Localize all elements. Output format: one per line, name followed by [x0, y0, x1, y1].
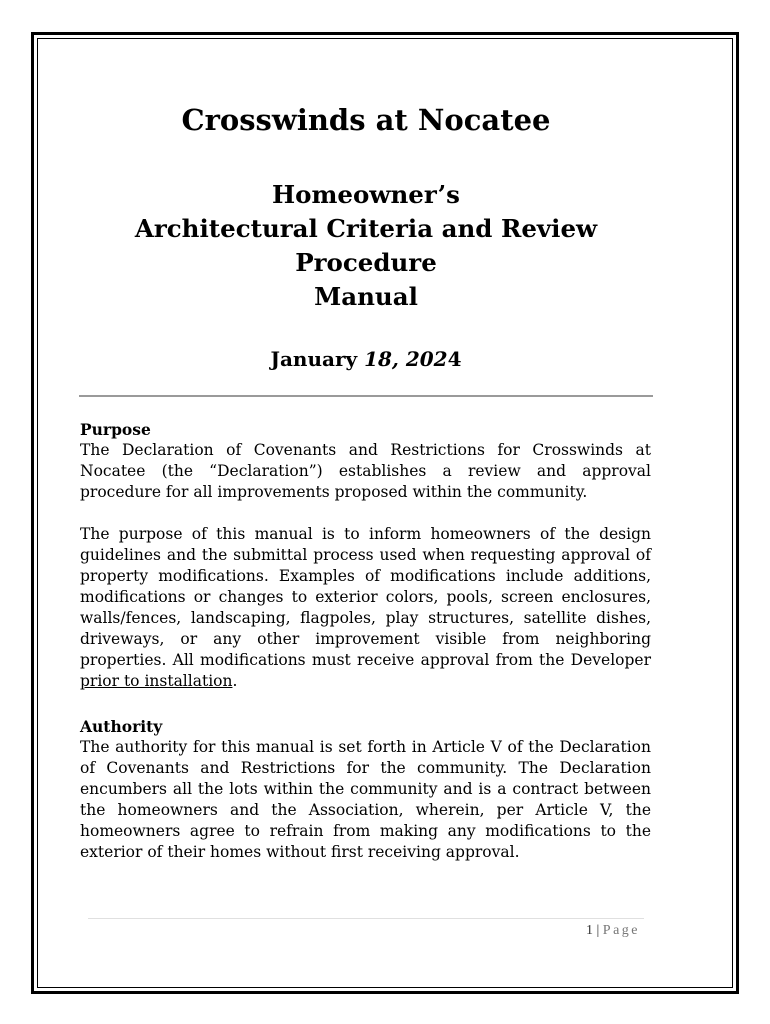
- authority-section: [80, 716, 651, 863]
- document-date: [80, 344, 652, 374]
- purpose-section: [80, 419, 651, 692]
- page-label: Page: [602, 923, 640, 938]
- footer-divider: [88, 918, 644, 919]
- page-separator: |: [592, 923, 603, 938]
- date-month: January: [270, 347, 365, 371]
- date-year-suffix: 4: [447, 347, 462, 371]
- subtitle-line-1: Homeowner’s: [272, 180, 460, 209]
- page-footer: [586, 922, 640, 940]
- purpose-paragraph-1: The Declaration of Covenants and Restrictions for Crosswinds at Nocatee (the “Declaration”) establishes a review and approval procedure for all improvements proposed within the community.: [80, 441, 651, 501]
- subtitle-line-3: Procedure: [295, 248, 437, 277]
- page-number: 1: [585, 923, 593, 938]
- purpose-paragraph-2: [80, 524, 651, 692]
- purpose-paragraph-2-text: The purpose of this manual is to inform homeowners of the design guidelines and the submittal process used when requesting approval of property modifications. Examples of modifications include additions, modifications or changes to exterior colors, pools, screen enclosures, walls/fences, landscaping, flagpoles, play structures, satellite dishes, driveways, or any other improvement visible from neighboring properties. All modifications must receive approval from the Developer: [80, 525, 651, 669]
- document-subtitle: [80, 178, 652, 314]
- header-divider: [79, 395, 653, 397]
- authority-paragraph: The authority for this manual is set forth in Article V of the Declaration of Covenants and Restrictions for the community. The Declaration encumbers all the lots within the community and is a contract between the homeowners and the Association, wherein, per Article V, the homeowners agree to refrain from making any modifications to the exterior of their homes without first receiving approval.: [80, 738, 651, 861]
- prior-to-installation-text: prior to installation: [80, 672, 233, 690]
- authority-heading: Authority: [80, 717, 163, 736]
- purpose-heading: Purpose: [80, 420, 151, 439]
- subtitle-line-2: Architectural Criteria and Review: [134, 214, 598, 243]
- document-title: Crosswinds at Nocatee: [181, 103, 551, 137]
- date-day: 18,: [364, 347, 399, 371]
- purpose-paragraph-2-end: .: [232, 672, 238, 690]
- subtitle-line-4: Manual: [314, 282, 418, 311]
- date-year-prefix: 202: [398, 347, 448, 371]
